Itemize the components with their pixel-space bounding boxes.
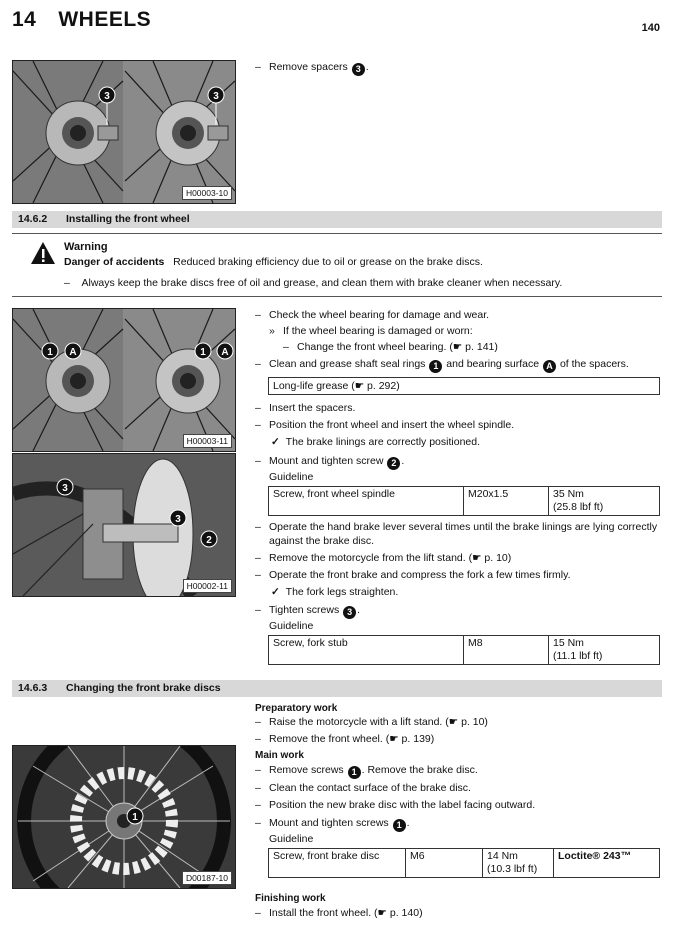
guideline-table-fork-stub: Screw, fork stub M8 15 Nm (11.1 lbf ft) bbox=[268, 635, 660, 665]
callout-1: 1 bbox=[200, 347, 206, 358]
grease-spec: Long-life grease (☛ p. 292) bbox=[268, 377, 660, 395]
callout-1: 1 bbox=[47, 347, 53, 358]
photo-spacers-removal bbox=[12, 60, 236, 204]
brake-disc-illustration bbox=[13, 746, 235, 888]
callout-A: A bbox=[221, 347, 229, 358]
image-code: D00187-10 bbox=[182, 871, 232, 885]
page-number: 140 bbox=[641, 22, 660, 34]
main-work-heading: Main work bbox=[255, 750, 304, 761]
callout-3: 3 bbox=[352, 63, 365, 76]
photo-brake-disc bbox=[12, 745, 236, 889]
image-code: H00002-11 bbox=[183, 579, 232, 593]
fork-illustration bbox=[13, 454, 235, 596]
chapter-number: 14 bbox=[12, 8, 37, 31]
warning-heading: Warning bbox=[64, 241, 108, 253]
warning-text: Danger of accidents Reduced braking efficiency due to oil or grease on the brake discs. bbox=[64, 256, 483, 268]
warning-icon bbox=[30, 241, 56, 265]
callout-2: 2 bbox=[206, 535, 212, 546]
chapter-title: WHEELS bbox=[58, 8, 152, 31]
divider bbox=[12, 296, 662, 297]
image-code: H00003-10 bbox=[182, 186, 232, 200]
warning-item: – Always keep the brake discs free of oil and grease, and clean them with brake cleaner when necessary. bbox=[64, 277, 563, 289]
guideline-table-spindle: Screw, front wheel spindle M20x1.5 35 Nm (25.8 lbf ft) bbox=[268, 486, 660, 516]
guideline-label: Guideline bbox=[269, 833, 314, 845]
wheel-hub-illustration bbox=[13, 61, 235, 203]
photo-seal-rings bbox=[12, 308, 236, 452]
section-heading-installing-front-wheel: 14.6.2 Installing the front wheel bbox=[12, 211, 662, 228]
callout-1: 1 bbox=[132, 812, 138, 823]
guideline-label: Guideline bbox=[269, 471, 314, 483]
guideline-label: Guideline bbox=[269, 620, 314, 632]
callout-3: 3 bbox=[104, 91, 110, 102]
callout-3: 3 bbox=[213, 91, 219, 102]
image-code: H00003-11 bbox=[183, 434, 232, 448]
callout-3: 3 bbox=[62, 483, 68, 494]
photo-fork-screws bbox=[12, 453, 236, 597]
guideline-table-brake-disc: Screw, front brake disc M6 14 Nm (10.3 lbf ft) Loctite® 243™ bbox=[268, 848, 660, 878]
finishing-heading: Finishing work bbox=[255, 893, 326, 904]
checkmark-icon: ✓ bbox=[271, 436, 280, 448]
wheel-hub-illustration bbox=[13, 309, 235, 451]
checkmark-icon: ✓ bbox=[271, 586, 280, 598]
divider bbox=[12, 233, 662, 234]
preparatory-heading: Preparatory work bbox=[255, 703, 338, 714]
section-heading-changing-brake-discs: 14.6.3 Changing the front brake discs bbox=[12, 680, 662, 697]
chapter-heading bbox=[12, 8, 151, 32]
callout-A: A bbox=[69, 347, 77, 358]
callout-3: 3 bbox=[175, 514, 181, 525]
